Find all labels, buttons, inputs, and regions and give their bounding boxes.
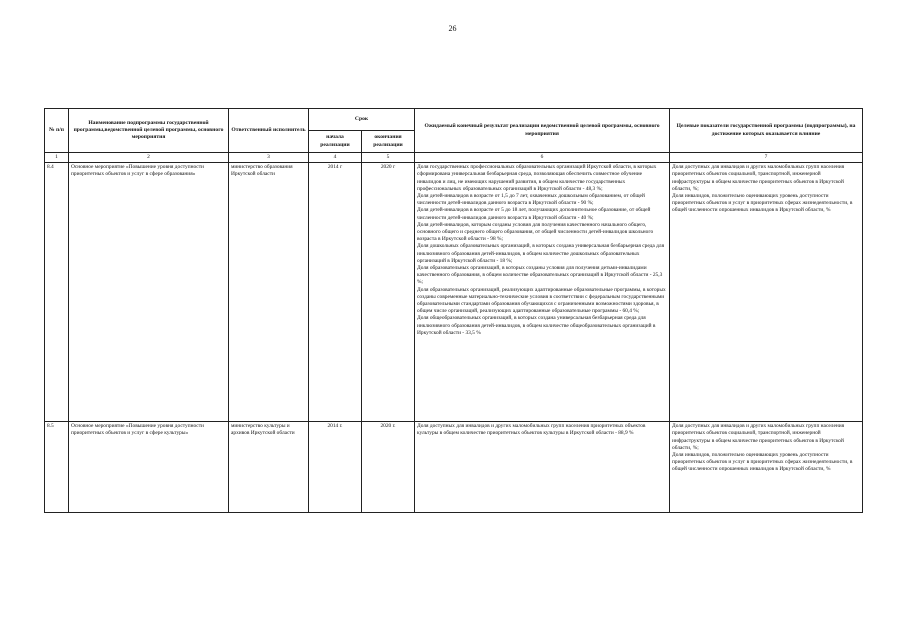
header-num: № п/п — [45, 109, 69, 153]
result-item: Доля детей-инвалидов в возрасте от 5 до 18 лет, получающих дополнительное образование, от общей численности детей-инвалидов данного возраста в Иркутской области - 40 %; — [417, 207, 651, 221]
row-name: Основное мероприятие «Повышение уровня доступности приоритетных объектов и услуг в сфере культуры» — [69, 422, 229, 513]
result-item: Доля детей-инвалидов, которым созданы условия для получения качественного начального общего, основного общего и среднего общего образования, от общей численности детей-инвалидов школьного возраста в Иркутской области - 98 %; — [417, 221, 654, 243]
result-item: Доля образовательных организаций, в которых созданы условия для получения детьми-инвалидами качественного образования, в общем количестве образовательных организаций в Иркутской области - 25,3 %; — [417, 265, 663, 286]
row-start: 2014 г. — [309, 422, 362, 513]
program-table — [44, 108, 863, 513]
header-targets: Целевые показатели государственной программы (подпрограммы), на достижение которых оказывается влияние — [670, 109, 863, 153]
row-end: 2020 г. — [362, 422, 415, 513]
target-item: Доля доступных для инвалидов и других маломобильных групп населения приоритетных объектов социальной, транспортной, инженерной инфраструктуры в общем количестве приоритетных объектов в Иркутской области, %; — [672, 423, 845, 451]
result-item: Доля детей-инвалидов в возрасте от 1,5 до 7 лет, охваченных дошкольным образованием, от общей численности детей-инвалидов данного возраста в Иркутской области - 90 %; — [417, 193, 645, 207]
header-term: Срок — [309, 109, 415, 131]
header-end: окончания реализации — [362, 131, 415, 153]
row-results — [415, 422, 670, 513]
header-result: Ожидаемый конечный результат реализации ведомственной целевой программы, основного мероприятия — [415, 109, 670, 153]
target-item: Доля доступных для инвалидов и других маломобильных групп населения приоритетных объектов социальной, транспортной, инженерной инфраструктуры в общем количестве приоритетных объектов в Иркутской области, %; — [672, 164, 845, 192]
row-num: 8.4 — [45, 163, 69, 422]
result-item: Доля общеобразовательных организаций, в которых создана универсальная безбарьерная среда для инклюзивного образования детей-инвалидов, в общем количестве общеобразовательных организаций в Иркутской области - 33,5 % — [417, 315, 656, 336]
row-results — [415, 163, 670, 422]
table-row — [45, 422, 863, 513]
target-item: Доля инвалидов, положительно оценивающих уровень доступности приоритетных объектов и услуг в приоритетных сферах жизнедеятельности, в общей численности опрошенных инвалидов в Иркутской области, % — [672, 452, 853, 473]
col-number: 2 — [69, 153, 229, 163]
col-number: 3 — [229, 153, 309, 163]
result-item: Доля государственных профессиональных образовательных организаций Иркутской области, в которых сформирована универсальная безбарьерная среда, позволяющая обеспечить совместное обучение инвалидов и лиц, не имеющих нарушений развития, в общем количестве государственных профессиональных образовательных организаций в Иркутской области - 48,3 %; — [417, 164, 657, 192]
header-executor: Ответственный исполнитель — [229, 109, 309, 153]
page-number: 26 — [448, 24, 457, 33]
row-start: 2014 г — [309, 163, 362, 422]
result-item: Доля доступных для инвалидов и других маломобильных групп населения приоритетных объектов культуры в общем количестве приоритетных объектов культуры в Иркутской области - 88,9 % — [417, 423, 646, 437]
col-number: 5 — [362, 153, 415, 163]
row-targets — [670, 163, 863, 422]
row-executor: министерство образования Иркутской области — [229, 163, 309, 422]
result-item: Доля дошкольных образовательных организаций, в которых создана универсальная безбарьерная среда для инклюзивного образования детей-инвалидов, в общем количестве дошкольных образовательных организаций в Иркутской области - 18 %; — [417, 243, 665, 264]
col-number: 6 — [415, 153, 670, 163]
row-name: Основное мероприятие «Повышение уровня доступности приоритетных объектов и услуг в сфере образования» — [69, 163, 229, 422]
target-item: Доля инвалидов, положительно оценивающих уровень доступности приоритетных объектов и услуг в приоритетных сферах жизнедеятельности, в общей численности опрошенных инвалидов в Иркутской области, % — [672, 193, 853, 214]
col-number: 4 — [309, 153, 362, 163]
row-end: 2020 г — [362, 163, 415, 422]
result-item: Доля образовательных организаций, реализующих адаптированные образовательные программы, в которых созданы современные материально-технические условия в соответствии с федеральным государственными образовательными стандартами образования обучающихся с ограниченными возможностями здоровья, в общем числе организаций, реализующих адаптированные образовательные программы - 60,4 %; — [417, 286, 666, 315]
header-name: Наименование подпрограммы государственной программы,ведомственной целевой программы, основного мероприятия — [69, 109, 229, 153]
col-number: 1 — [45, 153, 69, 163]
row-num: 8.5 — [45, 422, 69, 513]
col-number: 7 — [670, 153, 863, 163]
row-targets — [670, 422, 863, 513]
row-executor: министерство культуры и архивов Иркутской области — [229, 422, 309, 513]
table-row — [45, 163, 863, 422]
header-start: начала реализации — [309, 131, 362, 153]
